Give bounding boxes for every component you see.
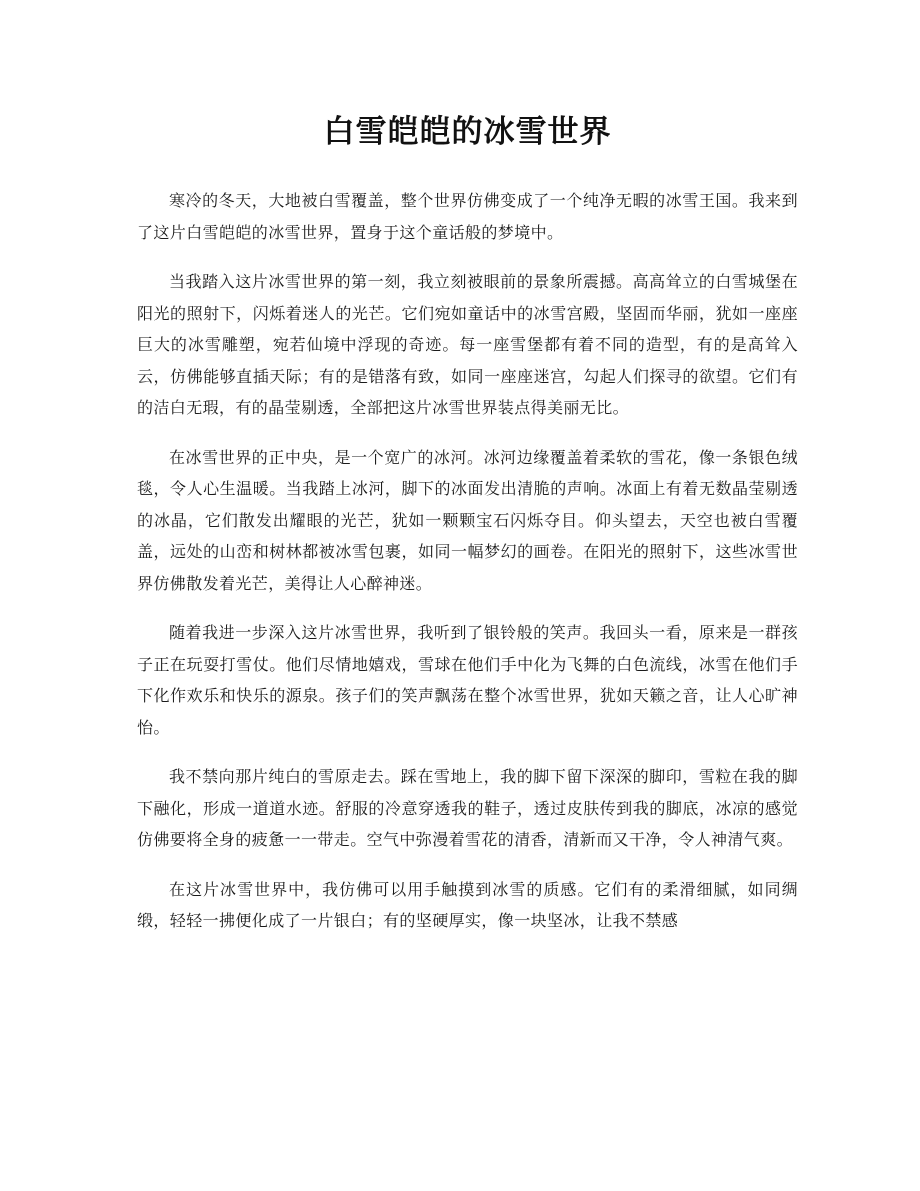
paragraph-5: 我不禁向那片纯白的雪原走去。踩在雪地上，我的脚下留下深深的脚印，雪粒在我的脚下融化，形成一道道水迹。舒服的冷意穿透我的鞋子，透过皮肤传到我的脚底，冰凉的感觉仿佛要将全身的疲惫一一带走。空气中弥漫着雪花的清香，清新而又干净，令人神清气爽。 bbox=[137, 767, 798, 849]
paragraph-4: 随着我进一步深入这片冰雪世界，我听到了银铃般的笑声。我回头一看，原来是一群孩子正在玩耍打雪仗。他们尽情地嬉戏，雪球在他们手中化为飞舞的白色流线，冰雪在他们手下化作欢乐和快乐的源泉。孩子们的笑声飘荡在整个冰雪世界，犹如天籁之音，让人心旷神怡。 bbox=[137, 623, 798, 737]
document-title: 白雪皑皑的冰雪世界 bbox=[323, 114, 612, 150]
paragraph-6: 在这片冰雪世界中，我仿佛可以用手触摸到冰雪的质感。它们有的柔滑细腻，如同绸缎，轻轻一拂便化成了一片银白；有的坚硬厚实，像一块坚冰，让我不禁感 bbox=[137, 879, 798, 930]
paragraph-3: 在冰雪世界的正中央，是一个宽广的冰河。冰河边缘覆盖着柔软的雪花，像一条银色绒毯，令人心生温暖。当我踏上冰河，脚下的冰面发出清脆的声响。冰面上有着无数晶莹剔透的冰晶，它们散发出耀眼的光芒，犹如一颗颗宝石闪烁夺目。仰头望去，天空也被白雪覆盖，远处的山峦和树林都被冰雪包裹，如同一幅梦幻的画卷。在阳光的照射下，这些冰雪世界仿佛散发着光芒，美得让人心醉神迷。 bbox=[137, 447, 798, 593]
paragraph-2: 当我踏入这片冰雪世界的第一刻，我立刻被眼前的景象所震撼。高高耸立的白雪城堡在阳光的照射下，闪烁着迷人的光芒。它们宛如童话中的冰雪宫殿，坚固而华丽，犹如一座座巨大的冰雪雕塑，宛若仙境中浮现的奇迹。每一座雪堡都有着不同的造型，有的是高耸入云，仿佛能够直插天际；有的是错落有致，如同一座座迷宫，勾起人们探寻的欲望。它们有的洁白无瑕，有的晶莹剔透，全部把这片冰雪世界装点得美丽无比。 bbox=[137, 272, 798, 417]
paragraph-1: 寒冷的冬天，大地被白雪覆盖，整个世界仿佛变成了一个纯净无暇的冰雪王国。我来到了这片白雪皑皑的冰雪世界，置身于这个童话般的梦境中。 bbox=[137, 191, 798, 242]
document-body bbox=[137, 185, 798, 937]
